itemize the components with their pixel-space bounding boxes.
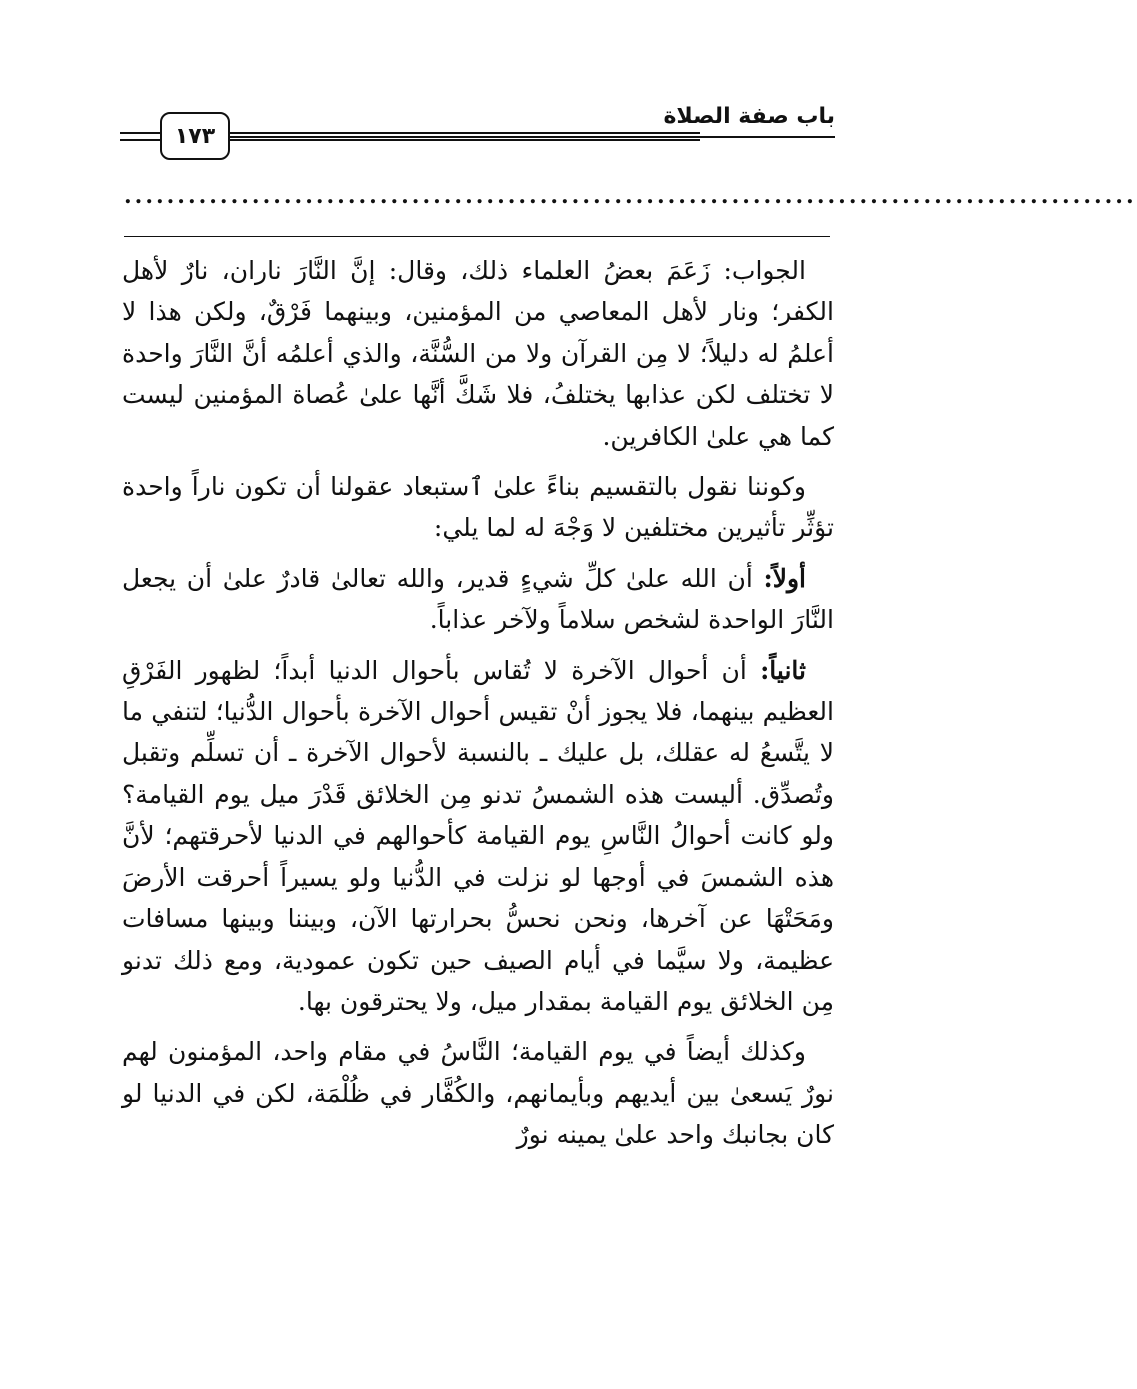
header-rule-under-title [230, 136, 835, 138]
paragraph-also [122, 1031, 834, 1155]
paragraph-lead: أولاً: [763, 563, 806, 593]
page-header [120, 98, 835, 168]
paragraph-second [122, 650, 834, 1023]
paragraph-division [122, 466, 834, 549]
paragraph-answer [122, 250, 834, 457]
paragraph-text: وكوننا نقول بالتقسيم بناءً علىٰ ٱستبعاد عقولنا أن تكون ناراً واحدة تؤثِّر تأثيرين مختلفين لا وَجْهَ له لما يلي: [122, 472, 834, 543]
paragraph-lead: ثانياً: [760, 655, 806, 685]
paragraph-text: أن أحوال الآخرة لا تُقاس بأحوال الدنيا أبداً؛ لظهور الفَرْقِ العظيم بينهما، فلا يجوز أنْ تقيس أحوال الآخرة بأحوال الدُّنيا؛ لتنفي ما لا يتَّسعُ له عقلك، بل عليك ـ بالنسبة لأحوال الآخرة ـ أن تسلِّم وتقبل وتُصدِّق. أليست هذه الشمسُ تدنو مِن الخلائق قَدْرَ ميل يوم القيامة؟ ولو كانت أحوالُ النَّاسِ يوم القيامة كأحوالهم في الدنيا لأحرقتهم؛ لأنَّ هذه الشمسَ في أوجها لو نزلت في الدُّنيا ولو يسيراً أحرقت الأرضَ ومَحَتْهَا عن آخرها، ونحن نحسُّ بحرارتها الآن، وبيننا وبينها مسافات عظيمة، ولا سيَّما في أيام الصيف حين تكون عمودية، ومع ذلك تدنو مِن الخلائق يوم القيامة بمقدار ميل، ولا يحترقون بها. [122, 655, 834, 1016]
paragraph-text: وكذلك أيضاً في يوم القيامة؛ النَّاسُ في مقام واحد، المؤمنون لهم نورٌ يَسعىٰ بين أيديهم وبأيمانهم، والكُفَّار في ظُلْمَة، لكن في الدنيا لو كان بجانبك واحد علىٰ يمينه نورٌ [122, 1037, 834, 1150]
page-body [122, 250, 834, 1330]
separator-rule [124, 236, 830, 237]
dotted-separator: ............................................................................................... [124, 183, 1137, 209]
paragraph-text: الجواب: زَعَمَ بعضُ العلماء ذلك، وقال: إنَّ النَّارَ ناران، نارٌ لأهل الكفر؛ ونار لأهل المعاصي من المؤمنين، وبينهما فَرْقٌ، ولكن هذا لا أعلمُ له دليلاً؛ لا مِن القرآن ولا من السُّنَّة، والذي أعلمُه أنَّ النَّارَ واحدة لا تختلف لكن عذابها يختلفُ، فلا شَكَّ أنَّها علىٰ عُصاة المؤمنين ليست كما هي علىٰ الكافرين. [122, 256, 834, 451]
paragraph-text: أن الله علىٰ كلِّ شيءٍ قدير، والله تعالىٰ قادرٌ علىٰ أن يجعل النَّارَ الواحدة لشخص سلاماً ولآخر عذاباً. [122, 563, 834, 635]
page-number: ١٧٣ [160, 112, 230, 160]
chapter-title: باب صفة الصلاة [663, 104, 835, 129]
paragraph-first [122, 558, 834, 641]
